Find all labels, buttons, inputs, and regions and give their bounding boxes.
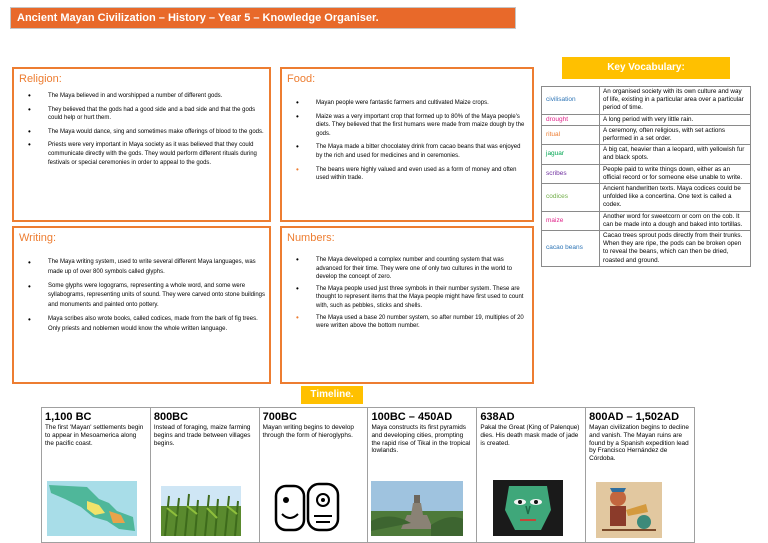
vocabulary-row — [542, 87, 751, 115]
event-text: The first 'Mayan' settlements begin to appear in Mesoamerica along the pacific coast. — [45, 424, 144, 447]
timeline-event — [260, 408, 369, 542]
vocabulary-term: cacao beans — [542, 231, 600, 267]
numbers-heading: Numbers: — [287, 232, 335, 244]
page-title: Ancient Mayan Civilization – History – Year 5 – Knowledge Organiser. — [10, 7, 516, 29]
list-item: • The Maya people used just three symbols in their number system. These are thought to represent items that the Maya people might have first used to count with, such as pebbles, sticks and shells. — [286, 285, 528, 311]
event-text: Maya constructs its first pyramids and developing cities, prompting the rapid rise of Tikal in the tropical lowlands. — [371, 424, 471, 455]
vocabulary-term: ritual — [542, 125, 600, 144]
vocabulary-definition: A long period with very little rain. — [600, 114, 751, 125]
religion-section — [12, 67, 271, 222]
list-item: • Maya scribes also wrote books, called codices, made from the bark of fig trees. Only priests and noblemen would know the whole written language. — [18, 315, 266, 335]
event-date: 800BC — [153, 411, 189, 423]
glyph-icon — [272, 480, 342, 536]
vocabulary-row — [542, 184, 751, 212]
codex-figure-icon — [596, 482, 662, 538]
vocabulary-term: codices — [542, 184, 600, 212]
pyramid-icon — [371, 481, 463, 536]
vocabulary-term: drought — [542, 114, 600, 125]
map-icon — [47, 481, 137, 536]
timeline-heading: Timeline. — [301, 386, 363, 404]
event-date: 100BC – 450AD — [371, 411, 453, 423]
timeline-event — [151, 408, 260, 542]
list-item: • They believed that the gods had a good side and a bad side and that the gods could help or hurt them. — [18, 106, 266, 123]
event-text: Pakal the Great (King of Palenque) dies. His death mask made of jade is created. — [480, 424, 580, 447]
vocabulary-row — [542, 211, 751, 230]
timeline-event — [586, 408, 694, 542]
vocabulary-row — [542, 145, 751, 164]
list-item: • The Maya developed a complex number and counting system that was advanced for their time. They were one of only two cultures in the world to develop the concept of zero. — [286, 256, 528, 282]
religion-heading: Religion: — [19, 73, 62, 85]
vocabulary-row — [542, 164, 751, 183]
vocabulary-table — [541, 86, 751, 267]
list-item: • Priests were very important in Maya society as it was believed that they could communicate directly with the gods. They would perform different rituals during festivals or special ceremonies in order to appeal to the gods. — [18, 141, 266, 167]
event-date: 638AD — [480, 411, 515, 423]
vocabulary-term: maize — [542, 211, 600, 230]
vocabulary-row — [542, 114, 751, 125]
list-item: • Maize was a very important crop that formed up to 80% of the Maya people's diets. They believed that the first humans were made from maize dough by the gods. — [286, 113, 528, 139]
vocabulary-definition: Another word for sweetcorn or corn on the cob. It can be made into a dough and baked into tortillas. — [600, 211, 751, 230]
writing-heading: Writing: — [19, 232, 57, 244]
list-item: • The Maya believed in and worshipped a number of different gods. — [18, 92, 266, 101]
vocabulary-row — [542, 231, 751, 267]
numbers-list — [286, 256, 528, 334]
timeline-event — [42, 408, 151, 542]
religion-list — [18, 92, 266, 172]
timeline-event — [368, 408, 477, 542]
list-item: • The beans were highly valued and even used as a form of money and often used within trade. — [286, 166, 528, 183]
timeline-event — [477, 408, 586, 542]
list-item: • The Maya would dance, sing and sometimes make offerings of blood to the gods. — [18, 128, 266, 137]
food-heading: Food: — [287, 73, 316, 85]
writing-list — [18, 258, 266, 339]
vocabulary-definition: An organised society with its own culture and way of life, existing in a particular area over a particular period of time. — [600, 87, 751, 115]
writing-section — [12, 226, 271, 384]
timeline — [41, 407, 695, 543]
list-item: • The Maya made a bitter chocolatey drink from cacao beans that was enjoyed by the rich and used for medicines and in ceremonies. — [286, 143, 528, 160]
maize-field-icon — [161, 486, 241, 536]
list-item: • Some glyphs were logograms, representing a whole word, and some were syllabograms, representing units of sound. They were carved onto stone buildings and monuments and painted onto pottery. — [18, 282, 266, 311]
food-section — [280, 67, 534, 222]
vocabulary-term: civilisation — [542, 87, 600, 115]
numbers-section — [280, 226, 534, 384]
event-text: Mayan civilization begins to decline and vanish. The Mayan ruins are found by a Spanish expedition lead by Francisco Hernández de Córdoba. — [589, 424, 689, 463]
event-text: Mayan writing begins to develop through the form of hieroglyphs. — [262, 424, 354, 439]
event-date: 800AD – 1,502AD — [589, 411, 680, 423]
vocabulary-definition: Ancient handwritten texts. Maya codices could be unfolded like a concertina. One text is called a codex. — [600, 184, 751, 212]
event-text: Instead of foraging, maize farming begins and trade between villages begins. — [153, 424, 251, 447]
list-item: • The Maya used a base 20 number system, so after number 19, multiples of 20 were written above the bottom number. — [286, 314, 528, 331]
vocabulary-definition: Cacao trees sprout pods directly from their trunks. When they are ripe, the pods can be broken open to reveal the beans, which can then be dried, roasted and ground. — [600, 231, 751, 267]
event-date: 1,100 BC — [45, 411, 92, 423]
jade-mask-icon — [493, 480, 563, 536]
vocabulary-heading: Key Vocabulary: — [562, 57, 730, 79]
vocabulary-definition: People paid to write things down, either as an official record or for someone else unable to write. — [600, 164, 751, 183]
vocabulary-definition: A ceremony, often religious, with set actions performed in a set order. — [600, 125, 751, 144]
event-date: 700BC — [262, 411, 297, 423]
list-item: • The Maya writing system, used to write several different Maya languages, was made up of over 800 symbols called glyphs. — [18, 258, 266, 278]
vocabulary-definition: A big cat, heavier than a leopard, with yellowish fur and black spots. — [600, 145, 751, 164]
vocabulary-term: jaguar — [542, 145, 600, 164]
vocabulary-term: scribes — [542, 164, 600, 183]
vocabulary-row — [542, 125, 751, 144]
food-list — [286, 99, 528, 188]
list-item: • Mayan people were fantastic farmers and cultivated Maize crops. — [286, 99, 528, 108]
